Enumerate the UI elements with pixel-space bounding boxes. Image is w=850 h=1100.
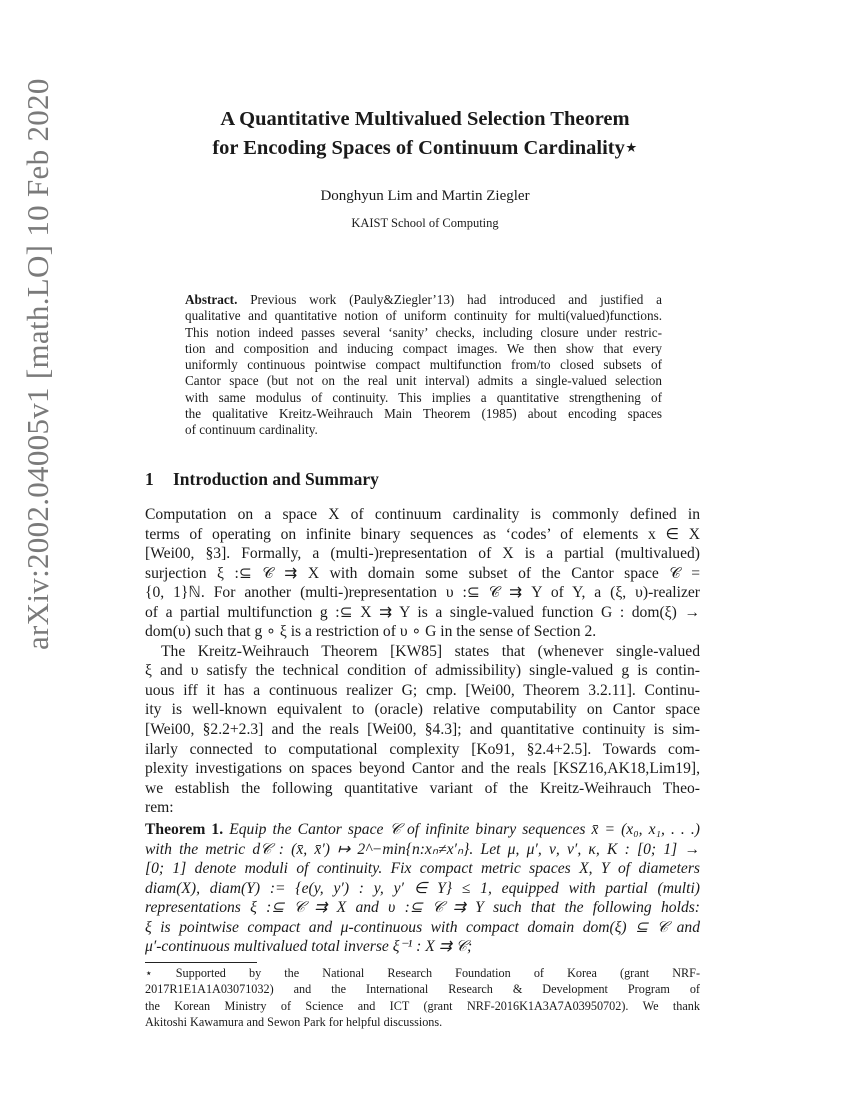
intro-line: ilarly connected to computational complexity [Ko91, §2.4+2.5]. Towards com- [145, 740, 700, 758]
abstract-first-line [185, 292, 662, 308]
intro-line: we establish the following quantitative variant of the Kreitz-Weihrauch Theo- [145, 779, 700, 797]
abstract-line: tion and composition and inducing compact images. We then show that every [185, 340, 662, 356]
abstract-line: Cantor space (but not on the real unit interval) admits a single-valued selection [185, 373, 662, 389]
abstract-first-line-label: Abstract. [185, 292, 238, 307]
footnote-line: the Korean Ministry of Science and ICT (grant NRF-2016K1A3A7A03950702). We thank [145, 998, 700, 1013]
theorem-1 [145, 820, 700, 957]
intro-line: dom(υ) such that g ∘ ξ is a restriction of υ ∘ G in the sense of Section 2. [145, 623, 597, 641]
paper-title-line-2: for Encoding Spaces of Continuum Cardinality⋆ [212, 137, 638, 159]
abstract-line: qualitative and quantitative notion of uniform continuity for multi(valued)functions. [185, 308, 662, 324]
abstract-line: This notion indeed passes several ‘sanity’ checks, including closure under restric- [185, 324, 662, 340]
affiliation: KAIST School of Computing [351, 216, 499, 230]
intro-line: The Kreitz-Weihrauch Theorem [KW85] states that (whenever single-valued [161, 642, 700, 660]
introduction-body [145, 505, 700, 818]
intro-line: {0, 1}ℕ. For another (multi-)representation υ :⊆ 𝒞 ⇉ Y of Y, a (ξ, υ)-realizer [145, 584, 700, 602]
abstract-line: of continuum cardinality. [185, 422, 318, 438]
theorem-line: ξ is pointwise compact and μ-continuous with compact domain dom(ξ) ⊆ 𝒞 and [145, 918, 700, 936]
intro-line: ity is well-known equivalent to (oracle) relative computability on Cantor space [145, 701, 700, 719]
theorem-line: μ′-continuous multivalued total inverse ξ⁻¹ : X ⇉ 𝒞; [145, 938, 473, 956]
arxiv-identifier-stamp: arXiv:2002.04005v1 [math.LO] 10 Feb 2020 [20, 78, 55, 650]
authors: Donghyun Lim and Martin Ziegler [320, 188, 530, 204]
footnote-line: ⋆ Supported by the National Research Foundation of Korea (grant NRF- [145, 966, 700, 980]
abstract-line: uniformly continuous pointwise compact multifunction from/to closed subsets of [185, 357, 662, 373]
intro-line: terms of operating on infinite binary sequences as ‘codes’ of elements x ∈ X [145, 525, 700, 543]
intro-line: rem: [145, 799, 174, 817]
footnote [145, 965, 700, 1030]
intro-line: of a partial multifunction g :⊆ X ⇉ Y is a single-valued function G : dom(ξ) → [145, 603, 700, 621]
footnote-line: Akitoshi Kawamura and Sewon Park for helpful discussions. [145, 1014, 443, 1029]
intro-line: plexity investigations on spaces beyond Cantor and the reals [KSZ16,AK18,Lim19], [145, 760, 700, 778]
intro-line: [Wei00, §3]. Formally, a (multi-)representation of X is a partial (multivalued) [145, 545, 700, 563]
abstract-line: the qualitative Kreitz-Weihrauch Main Theorem (1985) about encoding spaces [185, 406, 662, 422]
abstract [185, 292, 662, 439]
footnote-rule [145, 962, 257, 963]
intro-line: [Wei00, §2.2+2.3] and the reals [Wei00, §4.3]; and quantitative continuity is sim- [145, 721, 700, 739]
paper-title-line-1: A Quantitative Multivalued Selection Theorem [220, 108, 630, 130]
footnote-line: 2017R1E1A1A03071032) and the International Research & Development Program of [145, 982, 700, 997]
text-span: Previous work (Pauly&Ziegler’13) had introduced and justified a [237, 292, 662, 307]
intro-line: Computation on a space X of continuum cardinality is commonly defined in [145, 506, 700, 523]
intro-line: ξ and υ satisfy the technical condition of admissibility) single-valued g is contin- [145, 662, 700, 680]
theorem-line: [0; 1] denote moduli of continuity. Fix compact metric spaces X, Y of diameters [145, 860, 700, 878]
theorem-line: diam(X), diam(Y) := {e(y, y′) : y, y′ ∈ Y} ≤ 1, equipped with partial (multi) [145, 879, 700, 897]
section-number: 1 [145, 469, 154, 489]
intro-line: surjection ξ :⊆ 𝒞 ⇉ X with domain some subset of the Cantor space 𝒞 = [145, 564, 700, 582]
theorem-line: representations ξ :⊆ 𝒞 ⇉ X and υ :⊆ 𝒞 ⇉ Y such that the following holds: [145, 899, 700, 917]
section-heading [145, 469, 379, 490]
intro-line: uous iff it has a continuous realizer G; cmp. [Wei00, Theorem 3.2.11]. Continu- [145, 681, 700, 699]
section-title: Introduction and Summary [173, 469, 379, 489]
theorem-first-line-label: Theorem 1. [145, 821, 224, 838]
theorem-first-line [145, 820, 700, 840]
abstract-line: with same modulus of continuity. This implies a quantitative strengthening of [185, 389, 662, 405]
theorem-line: with the metric d𝒞 : (x̄, x̄′) ↦ 2^−min{n:xₙ≠x′ₙ}. Let μ, μ′, ν, ν′, κ, K : [0; 1] → [145, 840, 700, 858]
text-span: Equip the Cantor space 𝒞 of infinite binary sequences x̄ = (x₀, x₁, . . .) [223, 821, 700, 838]
